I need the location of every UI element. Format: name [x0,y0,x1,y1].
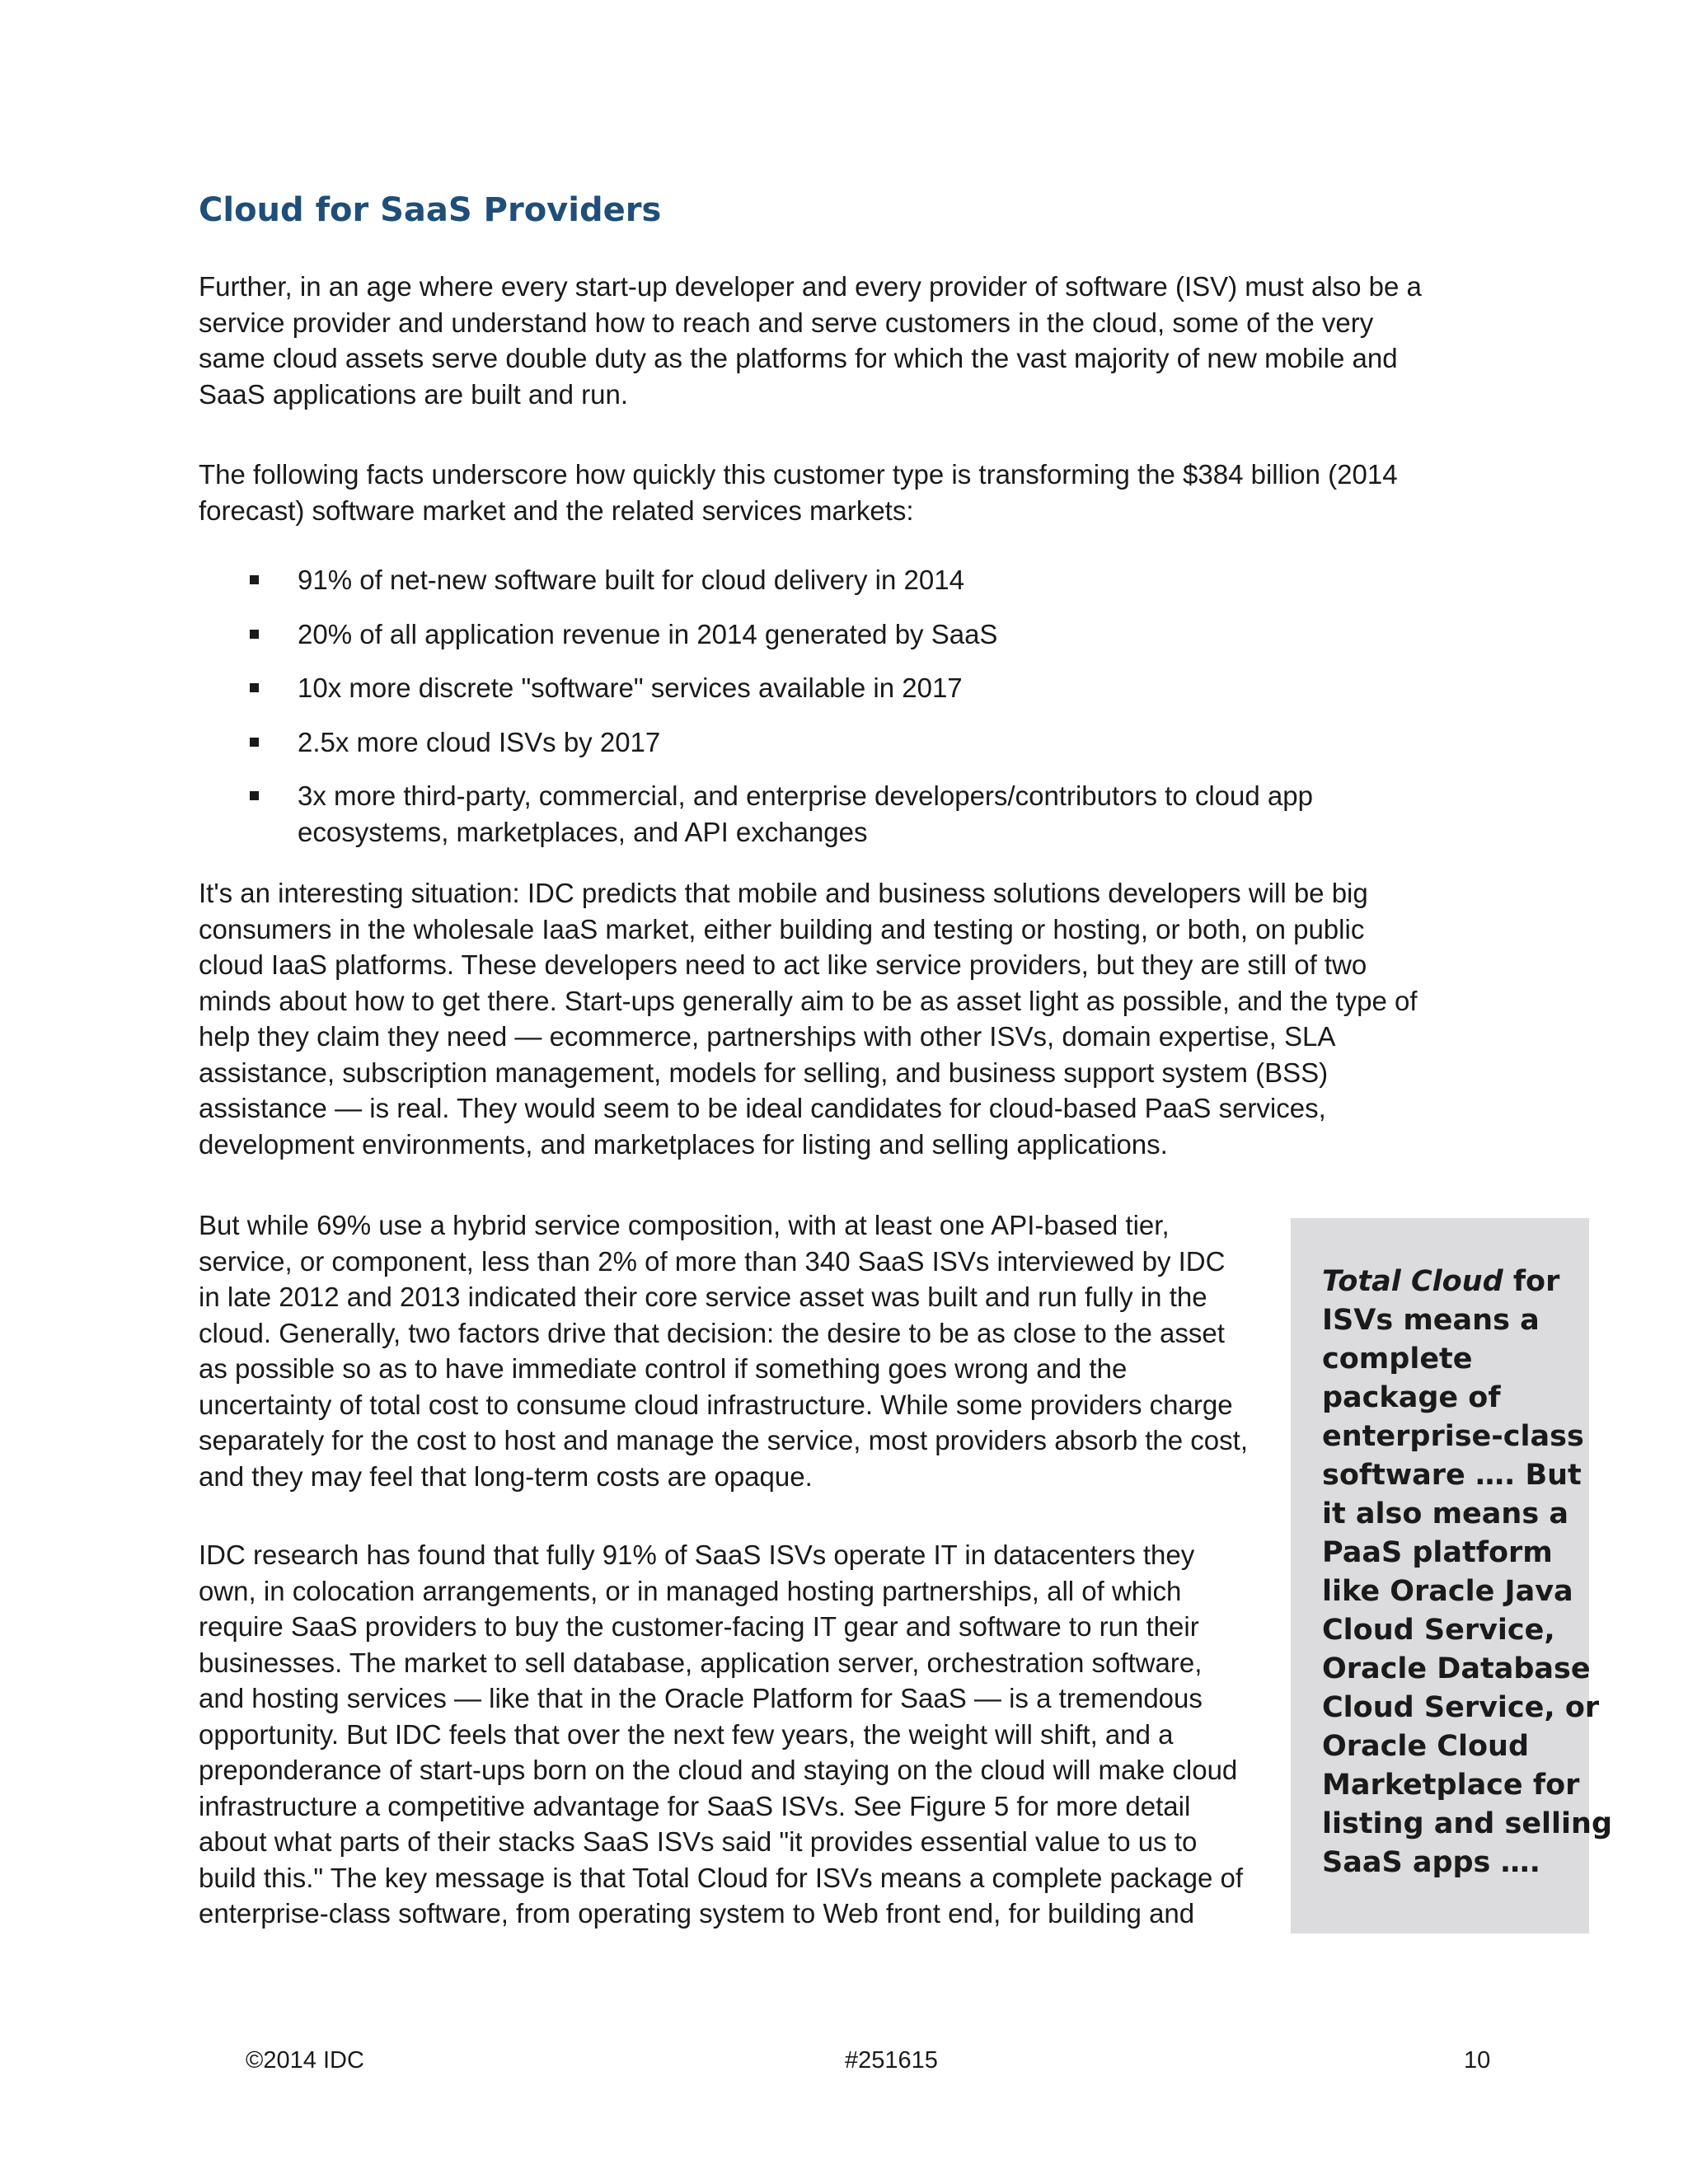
bullet-square-icon [250,575,259,584]
paragraph-situation [199,875,1418,1162]
text-line: uncertainty of total cost to consume cloud infrastructure. While some providers charge [199,1389,1233,1420]
text-line: SaaS applications are built and run. [199,378,629,410]
text-line: cloud. Generally, two factors drive that decision: the desire to be as close to the asset [199,1317,1225,1348]
text-line: opportunity. But IDC feels that over the next few years, the weight will shift, and a [199,1718,1174,1750]
paragraph-research [199,1537,1243,1932]
facts-bullet-list [199,562,1313,868]
callout-line: Cloud Service, [1322,1614,1555,1647]
text-line: separately for the cost to host and manage the service, most providers absorb the cost, [199,1425,1248,1455]
list-item: 91% of net-new software built for cloud delivery in 2014 [199,562,1313,598]
text-line: help they claim they need — ecommerce, partnerships with other ISVs, domain expertise, SLA [199,1021,1336,1052]
text-line: The following facts underscore how quickly this customer type is transforming the $384 billion (2014 [199,459,1398,490]
section-heading: Cloud for SaaS Providers [199,191,662,229]
callout-line: PaaS platform [1322,1536,1553,1569]
callout-line: Oracle Database [1322,1652,1591,1685]
callout-line: ISVs means a [1322,1304,1540,1337]
text-line: IDC research has found that fully 91% of SaaS ISVs operate IT in datacenters they [199,1540,1195,1570]
text-line: service, or component, less than 2% of more than 340 SaaS ISVs interviewed by IDC [199,1245,1226,1277]
text-line: assistance, subscription management, models for selling, and business support system (BSS) [199,1057,1329,1088]
callout-line: listing and selling [1322,1807,1613,1840]
list-item: 20% of all application revenue in 2014 generated by SaaS [199,616,1313,653]
text-line: service provider and understand how to reach and serve customers in the cloud, some of the very [199,307,1374,338]
footer-page-number: 10 [1464,2047,1491,2074]
text-line: infrastructure a competitive advantage for SaaS ISVs. See Figure 5 for more detail [199,1790,1191,1821]
text-line: assistance — is real. They would seem to be ideal candidates for cloud-based PaaS services, [199,1093,1326,1123]
bullet-square-icon [250,738,259,747]
list-item: 3x more third-party, commercial, and enterprise developers/contributors to cloud app ecosystems, marketplaces, and API exchanges [199,778,1313,850]
text-line: same cloud assets serve double duty as the platforms for which the vast majority of new mobile and [199,343,1398,373]
list-item: 2.5x more cloud ISVs by 2017 [199,724,1313,761]
callout-line: enterprise-class [1322,1420,1584,1453]
text-line: minds about how to get there. Start-ups generally aim to be as asset light as possible, and the type of [199,985,1418,1016]
callout-line: complete [1322,1343,1473,1376]
callout-line: it also means a [1322,1497,1568,1530]
text-line: as possible so as to have immediate control if something goes wrong and the [199,1353,1128,1384]
bullet-square-icon [250,630,259,639]
text-line: build this." The key message is that Total Cloud for ISVs means a complete package of [199,1862,1244,1893]
bullet-square-icon [250,791,259,800]
text-line: But while 69% use a hybrid service composition, with at least one API-based tier, [199,1210,1170,1240]
text-line: development environments, and marketplaces for listing and selling applications. [199,1128,1168,1160]
callout-line: Cloud Service, or [1322,1691,1600,1724]
callout-line: package of [1322,1381,1501,1414]
pull-quote-callout [1291,1218,1613,1933]
paragraph-intro [199,269,1422,412]
paragraph-facts-intro [199,457,1398,528]
text-line: in late 2012 and 2013 indicated their core service asset was built and run fully in the [199,1282,1207,1312]
footer-copyright: ©2014 IDC [246,2047,364,2074]
callout-line: Oracle Cloud [1322,1730,1529,1763]
text-line: businesses. The market to sell database, application server, orchestration software, [199,1647,1203,1678]
callout-line: software …. But [1322,1459,1582,1492]
text-line: It's an interesting situation: IDC predicts that mobile and business solutions developers will be big [199,878,1368,908]
footer-doc-number: #251615 [845,2047,938,2074]
text-line: require SaaS providers to buy the customer-facing IT gear and software to run their [199,1611,1199,1642]
text-line: Further, in an age where every start-up developer and every provider of software (ISV) must also be a [199,271,1422,302]
callout-line: Total Cloud for [1322,1265,1560,1298]
text-line: preponderance of start-ups born on the cloud and staying on the cloud will make cloud [199,1755,1238,1785]
text-line: enterprise-class software, from operating system to Web front end, for building and [199,1898,1195,1929]
list-item: 10x more discrete "software" services available in 2017 [199,670,1313,706]
callout-emphasis: Total Cloud [1322,1265,1503,1298]
text-line: about what parts of their stacks SaaS ISVs said "it provides essential value to us to [199,1826,1198,1857]
callout-line: Marketplace for [1322,1769,1580,1802]
text-line: own, in colocation arrangements, or in managed hosting partnerships, all of which [199,1575,1182,1606]
bullet-square-icon [250,683,259,692]
text-line: and hosting services — like that in the Oracle Platform for SaaS — is a tremendous [199,1683,1203,1713]
text-line: forecast) software market and the related services markets: [199,494,914,526]
paragraph-hybrid [199,1207,1248,1494]
text-line: consumers in the wholesale IaaS market, either building and testing or hosting, or both, on public [199,913,1365,944]
callout-line: like Oracle Java [1322,1575,1573,1608]
text-line: cloud IaaS platforms. These developers need to act like service providers, but they are still of two [199,949,1367,980]
callout-line: SaaS apps …. [1322,1846,1540,1879]
text-line: and they may feel that long-term costs are opaque. [199,1460,813,1492]
